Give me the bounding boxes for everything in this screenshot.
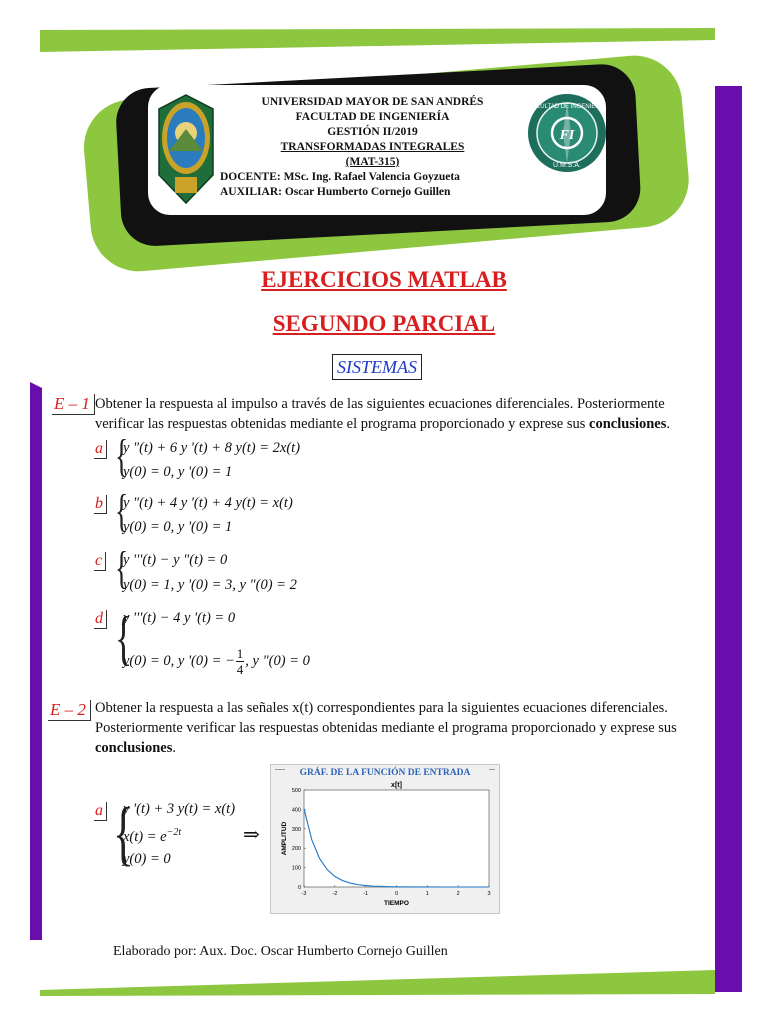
chart-x-tick-label: 3 bbox=[487, 891, 491, 897]
chart-y-tick-label: 100 bbox=[291, 865, 301, 872]
e1-item-d-eq1: y '''(t) − 4 y '(t) = 0 bbox=[123, 610, 236, 626]
exercise-2-tag: E – 2 bbox=[48, 700, 91, 721]
exercise-1-bold: conclusiones bbox=[589, 416, 667, 432]
e2-item-a-brace: { bbox=[113, 793, 134, 873]
chart-x-tick-label: -1 bbox=[363, 891, 369, 897]
e1-item-c-brace: { bbox=[115, 542, 129, 593]
faculty-name: FACULTAD DE INGENIERÍA bbox=[295, 111, 450, 123]
e2-item-a-eq3: y(0) = 0 bbox=[123, 851, 171, 867]
chart-x-label: TIEMPO bbox=[384, 900, 409, 907]
exercise-2-text bbox=[95, 698, 705, 758]
exercise-2-bold: conclusiones bbox=[95, 740, 173, 756]
exercise-2-body: Obtener la respuesta a las señales x(t) correspondientes para la siguientes ecuaciones diferenciales. Posteriormente verificar las respuestas obtenidas mediante el programa proporcionado y exprese sus bbox=[95, 700, 677, 736]
e1-item-d-brace: { bbox=[115, 605, 133, 671]
e2-item-a-eq2 bbox=[123, 827, 181, 846]
chart-x-tick-label: 1 bbox=[425, 891, 429, 897]
top-green-stripe bbox=[40, 28, 715, 52]
e1-item-d-label: d bbox=[94, 610, 107, 629]
fi-logo bbox=[527, 93, 607, 173]
umsa-logo bbox=[157, 93, 215, 205]
course-code: (MAT-315) bbox=[345, 156, 400, 168]
teacher: DOCENTE: MSc. Ing. Rafael Valencia Goyzueta bbox=[220, 171, 460, 183]
e1-item-d-eq2 bbox=[123, 646, 310, 677]
fraction-num: 1 bbox=[236, 646, 244, 661]
exercise-1-body: Obtener la respuesta al impulso a través de las siguientes ecuaciones diferenciales. Posteriormente verificar las respuestas obtenidas mediante el programa proporcionado y exprese sus bbox=[95, 396, 665, 432]
e1-item-c-eq1: y '''(t) − y "(t) = 0 bbox=[123, 552, 228, 568]
e1-item-b-brace: { bbox=[115, 485, 129, 536]
chart-y-label: AMPLITUD bbox=[281, 821, 288, 856]
fi-logo-text: FI bbox=[559, 128, 575, 143]
chart-x-tick-label: -2 bbox=[332, 891, 338, 897]
exercise-1-end: . bbox=[666, 416, 671, 432]
chart-x-tick-label: 0 bbox=[394, 891, 399, 897]
chart-y-tick-label: 300 bbox=[291, 826, 301, 833]
e1-item-b-eq1: y "(t) + 4 y '(t) + 4 y(t) = x(t) bbox=[123, 495, 293, 511]
e1-item-b-label: b bbox=[94, 495, 107, 514]
university-name: UNIVERSIDAD MAYOR DE SAN ANDRÉS bbox=[261, 96, 484, 108]
e1-item-a-eq2: y(0) = 0, y '(0) = 1 bbox=[123, 464, 233, 480]
e1-item-d-eq2a: y(0) = 0, y '(0) = − bbox=[123, 652, 235, 669]
chart-title: x[t] bbox=[391, 782, 402, 789]
term: GESTIÓN II/2019 bbox=[327, 126, 418, 138]
input-function-chart bbox=[271, 765, 499, 913]
e1-item-d-eq2b: , y "(0) = 0 bbox=[245, 652, 310, 669]
chart-frame bbox=[270, 764, 500, 914]
chart-y-tick-label: 0 bbox=[297, 885, 301, 891]
section-box bbox=[332, 354, 422, 380]
chart-x-tick-label: 2 bbox=[456, 891, 460, 897]
header-block bbox=[220, 95, 525, 200]
subtitle: SEGUNDO PARCIAL bbox=[272, 311, 496, 336]
footer-author: Elaborado por: Aux. Doc. Oscar Humberto Cornejo Guillen bbox=[113, 944, 448, 959]
fraction-den: 4 bbox=[236, 662, 244, 677]
e1-item-a-brace: { bbox=[115, 430, 129, 481]
e1-item-b-eq2: y(0) = 0, y '(0) = 1 bbox=[123, 519, 233, 535]
implies-arrow: ⇒ bbox=[243, 824, 260, 846]
chart-x-tick-label: -3 bbox=[301, 891, 307, 897]
exercise-1-text bbox=[95, 394, 705, 434]
e1-item-a-label: a bbox=[94, 440, 107, 459]
e1-item-c-eq2: y(0) = 1, y '(0) = 3, y "(0) = 2 bbox=[123, 577, 297, 593]
chart-y-tick-label: 200 bbox=[291, 846, 301, 853]
left-purple-bar bbox=[30, 382, 42, 940]
fraction bbox=[236, 646, 245, 677]
exercise-1-tag: E – 1 bbox=[52, 394, 95, 415]
exercise-2-end: . bbox=[172, 740, 176, 756]
e2-item-a-exponent: −2t bbox=[166, 827, 182, 838]
fi-logo-bottom-text: U.M.S.A. bbox=[552, 162, 582, 169]
assistant: AUXILIAR: Oscar Humberto Cornejo Guillen bbox=[220, 186, 451, 198]
chart-plot-area bbox=[304, 790, 489, 887]
course-name: TRANSFORMADAS INTEGRALES bbox=[280, 141, 465, 153]
fi-logo-top-text: FACULTAD DE INGENIERIA bbox=[528, 104, 606, 110]
e2-item-a-label: a bbox=[94, 802, 107, 821]
e2-item-a-eq2-base: x(t) = e bbox=[123, 828, 167, 845]
main-title: EJERCICIOS MATLAB bbox=[261, 267, 507, 292]
section-title: SISTEMAS bbox=[337, 357, 417, 377]
e1-item-a-eq1: y "(t) + 6 y '(t) + 8 y(t) = 2x(t) bbox=[123, 440, 301, 456]
chart-frame-title: GRÁF. DE LA FUNCIÓN DE ENTRADA bbox=[299, 768, 471, 778]
chart-y-tick-label: 400 bbox=[291, 807, 301, 814]
bottom-green-stripe bbox=[40, 970, 715, 996]
chart-y-tick-label: 500 bbox=[291, 788, 301, 794]
right-purple-bar bbox=[715, 86, 742, 992]
e2-item-a-eq1: y '(t) + 3 y(t) = x(t) bbox=[123, 801, 236, 817]
e1-item-c-label: c bbox=[94, 552, 106, 571]
